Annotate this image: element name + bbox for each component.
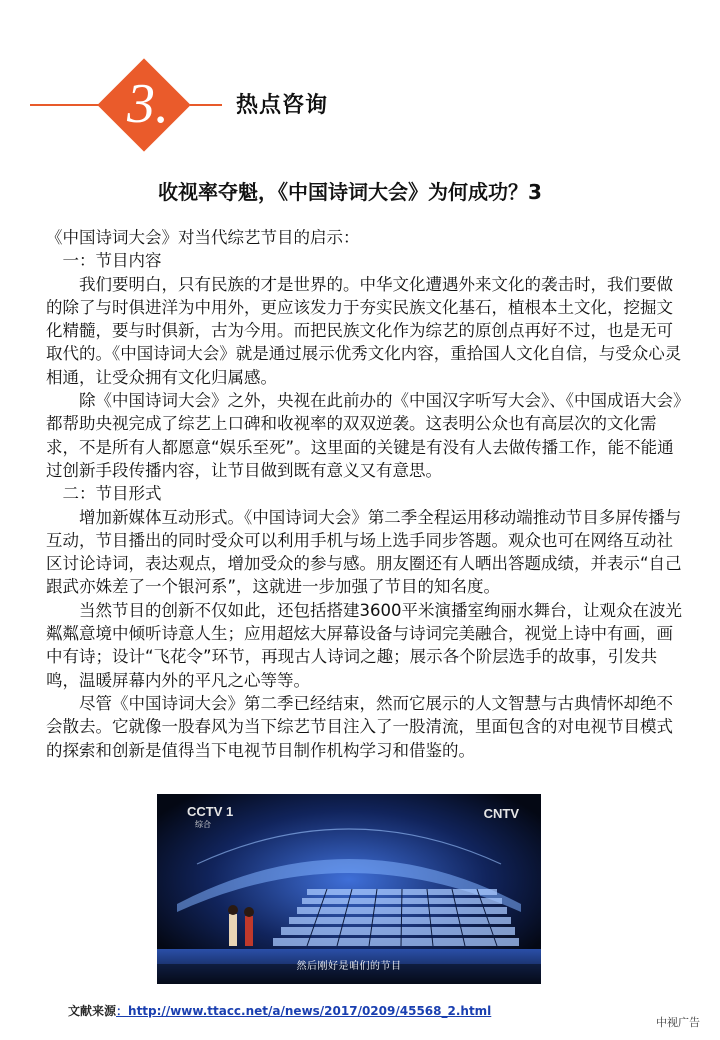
article-body [46,226,682,762]
header-line-right [190,104,222,106]
video-subtitle: 然后刚好是咱们的节目 [296,961,402,972]
cctv-channel-label: 综合 [195,820,211,829]
section-title: 热点咨询 [236,93,329,118]
source-link[interactable]: http://www.ttacc.net/a/news/2017/0209/45568_2.html [128,1004,492,1018]
cctv-logo-text: CCTV 1 [187,804,234,819]
cctv-logo [187,804,233,830]
paragraph: 除《中国诗词大会》之外，央视在此前办的《中国汉字听写大会》、《中国成语大会》都帮助央视完成了综艺上口碑和收视率的双双逆袭。这表明公众也有高层次的文化需求，不是所有人都愿意“娱乐至死”。这里面的关键是有没有人去做传播工作，能不能通过创新手段传播内容，让节目做到既有意义又有意思。 [46,391,682,480]
source-line [68,1002,491,1019]
ad-tag: 中视广告 [656,1016,700,1029]
section-number: 3. [127,73,169,135]
tv-studio-photo [157,794,541,984]
paragraph: 《中国诗词大会》对当代综艺节目的启示： [46,228,360,247]
paragraph: 我们要明白，只有民族的才是世界的。中华文化遭遇外来文化的袭击时，我们要做的除了与时俱进洋为中用外，更应该发力于夯实民族文化基石，植根本土文化，挖掘文化精髓，要与时俱新，古为今用。而把民族文化作为综艺的原创点再好不过，也是无可取代的。《中国诗词大会》就是通过展示优秀文化内容，重拾国人文化自信，与受众心灵相通，让受众拥有文化归属感。 [46,274,682,387]
paragraph: 当然节目的创新不仅如此，还包括搭建3600平米演播室绚丽水舞台，让观众在波光粼粼意境中倾听诗意人生；应用超炫大屏幕设备与诗词完美融合，视觉上诗中有画，画中有诗；设计“飞花令”环节，再现古人诗词之趣；展示各个阶层选手的故事，引发共鸣，温暖屏幕内外的平凡之心等等。 [46,600,682,690]
source-separator: ： [116,1004,129,1018]
paragraph: 尽管《中国诗词大会》第二季已经结束，然而它展示的人文智慧与古典情怀却绝不会散去。它就像一股春风为当下综艺节目注入了一股清流，里面包含的对电视节目模式的探索和创新是值得当下电视节目制作机构学习和借鉴的。 [46,693,673,760]
subheading: 二：节目形式 [62,484,162,504]
source-label: 文献来源 [68,1004,117,1018]
paragraph: 增加新媒体互动形式。《中国诗词大会》第二季全程运用移动端推动节目多屏传播与互动，节目播出的同时受众可以利用手机与场上选手同步答题。观众也可在网络互动社区讨论诗词，表达观点，增加受众的参与感。朋友圈还有人晒出答题成绩，并表示“自己跟武亦姝差了一个银河系”，这就进一步加强了节目的知名度。 [46,507,682,597]
subheading: 一：节目内容 [62,251,162,271]
article-title: 收视率夺魁，《中国诗词大会》为何成功？3 [158,180,542,204]
cntv-logo: CNTV [483,806,519,821]
